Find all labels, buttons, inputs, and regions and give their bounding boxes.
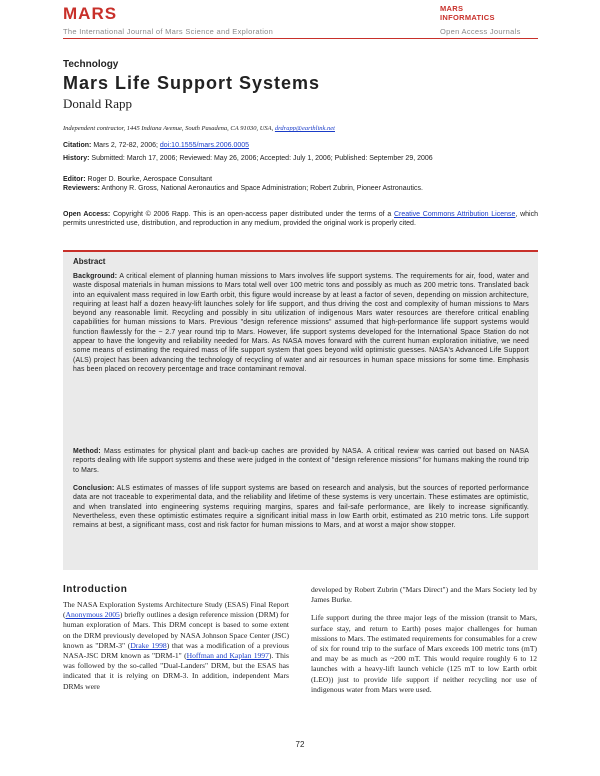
- history-label: History:: [63, 155, 90, 162]
- journal-subtitle: The International Journal of Mars Science and Exploration: [63, 27, 274, 36]
- history-text: Submitted: March 17, 2006; Reviewed: May 26, 2006; Accepted: July 1, 2006; Published: September 29, 2006: [91, 155, 433, 162]
- header-rule: [63, 38, 538, 39]
- conclusion-label: Conclusion:: [73, 485, 115, 492]
- editor-line: [63, 176, 538, 185]
- open-access-text-1: Copyright © 2006 Rapp. This is an open-access paper distributed under the terms of a: [112, 211, 392, 218]
- introduction-heading: Introduction: [63, 584, 128, 595]
- ref-link-hoffman-kaplan-1997[interactable]: Hoffman and Kaplan 1997: [186, 651, 269, 661]
- abstract-heading: Abstract: [73, 257, 106, 266]
- publisher-line-2: INFORMATICS: [440, 13, 495, 22]
- editor-label: Editor:: [63, 176, 86, 183]
- section-label: Technology: [63, 59, 119, 70]
- reviewers-label: Reviewers:: [63, 185, 100, 192]
- author-email-link[interactable]: drdrapp@earthlink.net: [274, 125, 335, 132]
- citation-text: Mars 2, 72-82, 2006;: [93, 142, 158, 149]
- method-label: Method:: [73, 448, 101, 455]
- background-text: A critical element of planning human missions to Mars involves life support systems. The requirements for air, food, water and waste disposal materials in human missions to Mars total well over 100 metric tons and possibly as much as 200 metric tons. Translated back into an equivalent mass required in low Earth orbit, this figure would increase by at least a factor of seven, depending on mission architecture, requiring at least half a dozen heavy-lift launches solely for life support, and thus driving the cost and complexity of human missions to Mars beyond any reasonable limit. Recycling and possibly in situ utilization of indigenous Mars water resources are therefore critical enabling capabilities for human missions to Mars. Previous "design reference missions" assumed that high-performance life support systems would function flawlessly for the ~ 2.7 year round trip to Mars. However, life support systems developed for the International Space Station do not appear to have the longevity and reliability needed for Mars. As NASA moves forward with the current human exploration initiative, we need some means of estimating the required mass of life support system that goes beyond wild optimistic guesses. NASA's Advanced Life Support (ALS) project has been advancing the technology of recycling of water and air resources in human space missions for some time. Emphasis has been placed on recovery percentage and trace contaminant removal.: [73, 273, 530, 373]
- author-affiliation: [63, 125, 335, 132]
- reviewers-line: [63, 185, 538, 194]
- publisher-line-1: MARS: [440, 4, 464, 13]
- affiliation-text: Independent contractor, 1445 Indiana Avenue, South Pasadena, CA 91030, USA,: [63, 125, 274, 132]
- intro-left-column: [63, 600, 289, 692]
- intro-right-paragraph-1: developed by Robert Zubrin ("Mars Direct") and the Mars Society led by James Burke.: [311, 585, 537, 605]
- publisher-subtitle: Open Access Journals: [440, 27, 521, 36]
- page-number: 72: [295, 740, 305, 749]
- open-access-notice: [63, 210, 538, 228]
- conclusion-text: ALS estimates of masses of life support systems are based on research and analysis, but the sources of reported performance data are not traceable to experimental data, and the reliability and lifetime of these systems is very uncertain. These estimates are optimistic, and when translated into engineering systems requiring margins, spares and fail-safe performance, are likely to increase significantly. Nevertheless, even these optimistic estimates require a significant initial mass in low Earth orbit, estimated as 210 metric tons. Life support remains at best, a significant mass, cost and risk factor for human missions to Mars, and at worst a major show stopper.: [73, 485, 529, 530]
- intro-text-3: ) that was a modification of a previous NASA-JSC DRM known as "DRM-1" (: [63, 640, 289, 661]
- intro-right-column: [311, 585, 537, 695]
- doi-link[interactable]: doi:10.1555/mars.2006.0005: [159, 142, 250, 149]
- open-access-label: Open Access:: [63, 211, 111, 218]
- open-access-text-2: , which permits unrestricted use, distribution, and reproduction in any medium, provided the original work is properly cited.: [63, 211, 538, 227]
- reviewers-text: Anthony R. Gross, National Aeronautics and Space Administration; Robert Zubrin, Pioneer Astronautics.: [101, 185, 423, 192]
- intro-text-2: ) briefly outlines a design reference mission (DRM) for human exploration of Mars. This DRM concept is based to some extent on the DRM previously developed by NASA Johnson Space Center (JSC) known as "DRM-3" (: [63, 610, 289, 650]
- intro-right-paragraph-2: Life support during the three major legs of the mission (transit to Mars, surface stay, and return to Earth) poses major challenges for human missions to Mars. The estimated requirements for consumables for a crew of six for round trip to the surface of Mars exceeds 100 metric tons (mT) and may be as much as ~200 mT. This would require roughly 6 to 12 launches with a heavy-lift launch vehicle (125 mT to low Earth orbit (LEO)) just to provide life support if neither recycling nor use of indigenous water from Mars were used.: [311, 613, 537, 694]
- ref-link-drake-1998[interactable]: Drake 1998: [130, 640, 167, 650]
- abstract-conclusion: [73, 484, 529, 530]
- abstract-method: [73, 447, 529, 475]
- citation-line: [63, 142, 538, 151]
- intro-text-4: ). This was followed by the so-called "Dual-Landers" DRM, but the ESAS has indicated that it is relying on DRM-3. In addition, independent Mars DRMs were: [63, 651, 289, 691]
- publisher-name: [440, 4, 495, 22]
- author-name: Donald Rapp: [63, 96, 132, 111]
- article-title: Mars Life Support Systems: [63, 73, 321, 93]
- abstract-background: [73, 272, 529, 374]
- editor-text: Roger D. Bourke, Aerospace Consultant: [87, 176, 213, 183]
- intro-text-1: The NASA Exploration Systems Architecture Study (ESAS) Final Report (: [63, 600, 289, 620]
- method-text: Mass estimates for physical plant and back-up caches are provided by NASA. A critical review was carried out based on NASA reports dealing with life support systems and these were judged in the context of "design reference missions" for humans making the round trip to Mars.: [73, 448, 529, 474]
- citation-label: Citation:: [63, 142, 92, 149]
- journal-name: MARS: [63, 4, 118, 23]
- ref-link-anonymous-2005[interactable]: Anonymous 2005: [65, 610, 120, 620]
- history-line: [63, 155, 538, 164]
- background-label: Background:: [73, 273, 118, 280]
- license-link[interactable]: Creative Commons Attribution License: [393, 211, 516, 218]
